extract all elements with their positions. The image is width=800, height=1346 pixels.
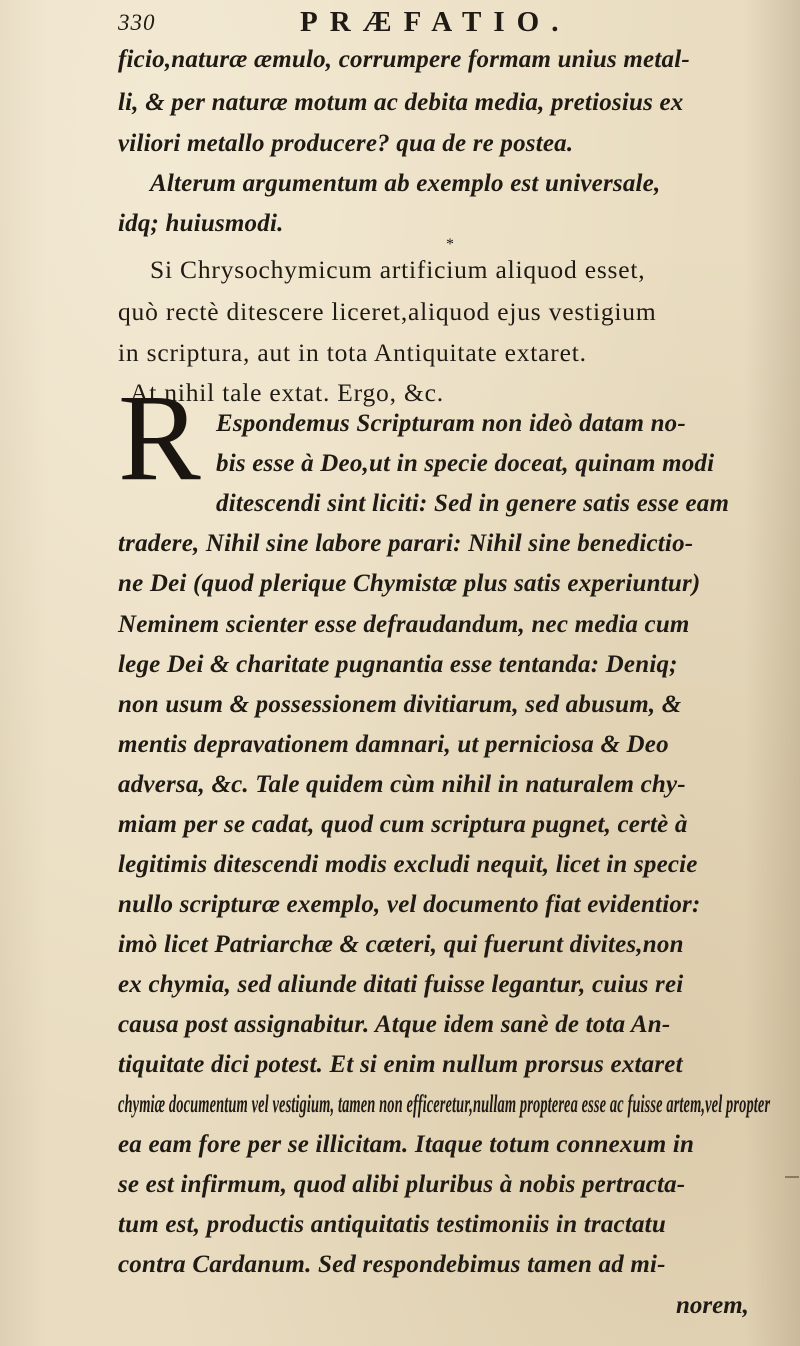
text-line: in scriptura, aut in tota Antiquitate extaret. xyxy=(118,338,587,367)
text-line: At nihil tale extat. Ergo, &c. xyxy=(130,378,444,407)
page-header xyxy=(118,6,758,40)
text-line: tiquitate dici potest. Et si enim nullum prorsus extaret xyxy=(118,1051,683,1078)
text-line: non usum & possessionem divitiarum, sed abusum, & xyxy=(118,691,682,718)
text-line: Si Chrysochymicum artificium aliquod esset, xyxy=(150,255,646,284)
page-number: 330 xyxy=(118,10,156,35)
catchword: norem, xyxy=(676,1292,749,1319)
text-line: nullo scripturæ exemplo, vel documento fiat evidentior: xyxy=(118,891,701,918)
text-line: ea eam fore per se illicitam. Itaque totum connexum in xyxy=(118,1131,695,1158)
text-line: mentis depravationem damnari, ut perniciosa & Deo xyxy=(118,731,669,758)
text-line: Neminem scienter esse defraudandum, nec media cum xyxy=(118,611,690,638)
text-line: quò rectè ditescere liceret,aliquod ejus vestigium xyxy=(118,297,657,326)
text-line: li, & per naturæ motum ac debita media, pretiosius ex xyxy=(118,89,684,116)
text-line: Espondemus Scripturam non ideò datam no- xyxy=(216,410,686,437)
text-line: imò licet Patriarchæ & cæteri, qui fuerunt divites,non xyxy=(118,931,684,958)
text-line: chymiæ documentum vel vestigium, tamen non efficeretur,nullam propterea esse ac fuisse artem,vel propter xyxy=(118,1091,771,1118)
text-line: Alterum argumentum ab exemplo est universale, xyxy=(150,170,661,197)
text-line: tum est, productis antiquitatis testimoniis in tractatu xyxy=(118,1211,666,1238)
text-line: idq; huiusmodi. xyxy=(118,210,284,237)
text-line: lege Dei & charitate pugnantia esse tentanda: Deniq; xyxy=(118,651,678,678)
text-line: legitimis ditescendi modis excludi nequit, licet in specie xyxy=(118,851,698,878)
text-line: tradere, Nihil sine labore parari: Nihil sine benedictio- xyxy=(118,530,694,557)
drop-cap: R xyxy=(118,369,201,506)
text-line: ficio,naturæ æmulo, corrumpere formam unius metal- xyxy=(118,46,690,73)
text-line: contra Cardanum. Sed respondebimus tamen ad mi- xyxy=(118,1251,666,1278)
asterisk-mark: * xyxy=(446,236,454,253)
running-head: PRÆFATIO. xyxy=(300,6,571,38)
text-line: adversa, &c. Tale quidem cùm nihil in naturalem chy- xyxy=(118,771,686,798)
text-line: viliori metallo producere? qua de re postea. xyxy=(118,130,574,157)
text-line: bis esse à Deo,ut in specie doceat, quinam modi xyxy=(216,450,715,477)
text-line: ex chymia, sed aliunde ditati fuisse legantur, cuius rei xyxy=(118,971,684,998)
text-line: se est infirmum, quod alibi pluribus à nobis pertracta- xyxy=(118,1171,686,1198)
text-line: ne Dei (quod plerique Chymistæ plus satis experiuntur) xyxy=(118,570,701,597)
text-line: ditescendi sint liciti: Sed in genere satis esse eam xyxy=(216,490,730,517)
text-line: miam per se cadat, quod cum scriptura pugnet, certè à xyxy=(118,811,688,838)
margin-mark xyxy=(785,1176,799,1178)
text-line: causa post assignabitur. Atque idem sanè de tota An- xyxy=(118,1011,671,1038)
